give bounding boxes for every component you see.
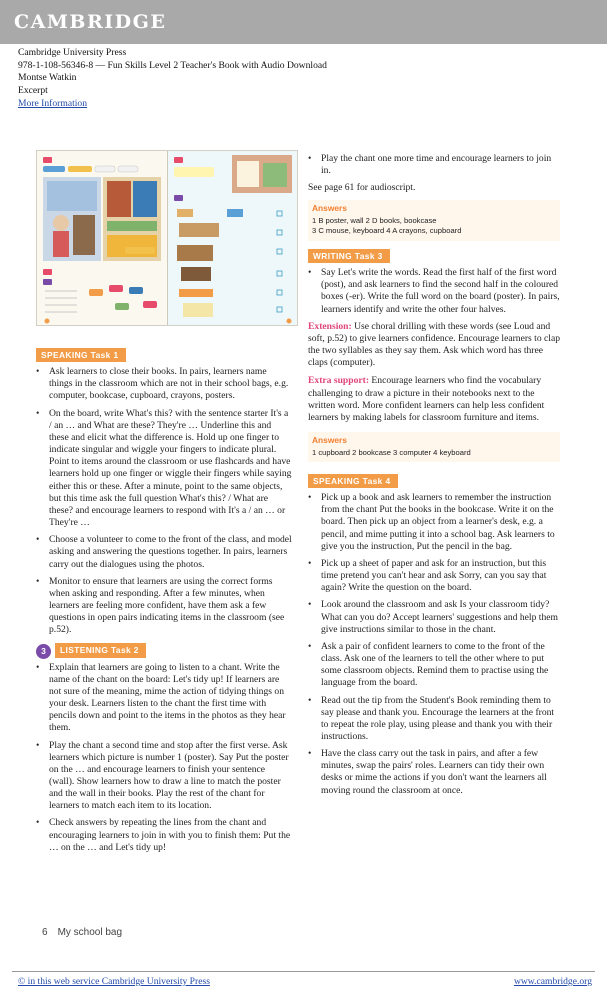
- footer-divider: [12, 971, 595, 972]
- answers-line: 1 cupboard 2 bookcase 3 computer 4 keyboard: [312, 447, 471, 457]
- left-column: [36, 346, 292, 859]
- answers-title: Answers: [312, 203, 347, 214]
- extension-text: Use choral drilling with these words (see Loud and soft, p.52) to give learners confidence. Encourage learners to clap the two syllables as they say them. Ask which word has three claps (computer).: [308, 320, 560, 369]
- header-bar: [0, 0, 607, 44]
- extra-support-label: Extra support:: [308, 375, 370, 387]
- excerpt-label: Excerpt: [18, 85, 48, 97]
- answers-title: Answers: [312, 435, 347, 445]
- speaking-task-4-tag: SPEAKING Task 4: [308, 474, 398, 488]
- list-item: • Check answers by repeating the lines from the chant and encouraging learners to join in with you to finish them: Put the … on the … and Let's tidy up!: [36, 817, 292, 853]
- list-item: • Ask learners to close their books. In pairs, learners name things in the classroom which are not in their school bags, e.g. computer, bookcase, cupboard, crayons, posters.: [36, 366, 292, 402]
- answers-box-2: [308, 432, 560, 462]
- list-item: • Monitor to ensure that learners are using the correct forms when asking and responding. After a few minutes, when learners are feeling more confident, have them ask a few questions in open pairs indicating items in the classroom (see p.52).: [36, 576, 292, 637]
- audioscript-reference: See page 61 for audioscript.: [308, 182, 416, 194]
- right-column: [308, 153, 560, 802]
- list-item: • Pick up a book and ask learners to remember the instruction from the chant Put the books in the bookcase. Write it on the board. Then pick up an object from a learner's desk, e.g. a pencil, and mime putting it into a school bag. Ask learners to give you the instruction, Put the pencil in the bag.: [308, 492, 560, 553]
- list-item: • Read out the tip from the Student's Book reminding them to say please and thank you. Encourage the learners at the front to repeat the role play, using please and thank you with their instructions.: [308, 695, 560, 744]
- more-information-link[interactable]: More Information: [18, 97, 88, 109]
- spread-illustration: [37, 151, 298, 326]
- publisher: Cambridge University Press: [18, 47, 127, 58]
- author: Montse Watkin: [18, 72, 77, 84]
- chant-list: [308, 153, 560, 177]
- extra-support-text: Encourage learners who find the vocabulary challenging to draw a picture in their notebooks next to the written word. More confident learners can help less confident learners by making labels for classroom furniture and items.: [308, 375, 545, 423]
- list-item: • Ask a pair of confident learners to come to the front of the class. Ask one of the learners to tell the other where to put some classroom objects. Remind them to practise using the language from the board.: [308, 641, 560, 690]
- book-metadata: [18, 47, 327, 111]
- list-item: • Pick up a sheet of paper and ask for an instruction, but this time pretend you can't hear and ask Sorry, can you say that again? Write the question on the board.: [308, 558, 560, 594]
- list-item: • Have the class carry out the task in pairs, and after a few minutes, swap the pairs' roles. Learners can tidy their own desks or mime the actions if you don't want the learners all moving round the classroom at once.: [308, 748, 560, 797]
- speaking-task-4-list: [308, 492, 560, 797]
- isbn-title: 978-1-108-56346-8 — Fun Skills Level 2 Teacher's Book with Audio Download: [18, 59, 327, 71]
- copyright-link[interactable]: © in this web service Cambridge University Press: [18, 976, 210, 987]
- extension-label: Extension:: [308, 320, 352, 332]
- page-footer: [42, 927, 122, 938]
- answers-line: 1 B poster, wall 2 D books, bookcase: [312, 215, 437, 225]
- list-item: • Choose a volunteer to come to the front of the class, and model asking and answering the questions together. In pairs, learners carry out the dialogues using the photos.: [36, 534, 292, 570]
- students-book-spread: [36, 150, 298, 326]
- listening-task-2-list: [36, 662, 292, 854]
- list-item: • Play the chant one more time and encourage learners to join in.: [308, 153, 560, 177]
- extra-support-note: [308, 375, 560, 424]
- listening-task-2-tag: LISTENING Task 2: [55, 643, 146, 657]
- answers-line: 3 C mouse, keyboard 4 A crayons, cupboard: [312, 226, 462, 236]
- speaking-task-1-tag: SPEAKING Task 1: [36, 348, 126, 362]
- page-number: 6: [42, 927, 48, 938]
- list-item: • Play the chant a second time and stop after the first verse. Ask learners which picture is number 1 (poster). Say Put the poster on the … and encourage learners to finish your sentence (wall). Show learners how to draw a line to match the poster and the wall in their books. Play the rest of the chant for learners to match each item to its location.: [36, 740, 292, 813]
- cambridge-logo: CAMBRIDGE: [14, 11, 167, 33]
- answers-box-1: [308, 200, 560, 241]
- list-item: • On the board, write What's this? with the sentence starter It's a / an … and What are these? They're … Underline this and these and elicit what the difference is. Hold up one finger to indicate singular and wiggle your fingers to indicate plural. Point to items around the classroom or use flashcards and have learners hold up one finger or wiggle their fingers while saying either this or these. After a minute, point to the same objects, but this time ask the full question What's this? / What are these? and encourage learners to respond with It's a / an … or They're …: [36, 408, 292, 530]
- list-item: • Explain that learners are going to listen to a chant. Write the name of the chant on the board: Let's tidy up! If learners are not sure of the meaning, mime the action of tidying things on your desk. Learners listen to the chant the first time with pencils down and point to the items in the photos as they hear them.: [36, 662, 292, 735]
- section-title: My school bag: [57, 927, 123, 938]
- list-item: • Say Let's write the words. Read the first half of the first word (post), and ask learners to find the second half in the coloured boxes (-er). Write the full word on the board (poster). In pairs, learners identify and write the other four halves.: [308, 267, 560, 316]
- writing-task-3-tag: WRITING Task 3: [308, 249, 390, 263]
- list-item: • Look around the classroom and ask Is your classroom tidy? What can you do? Accept learners' suggestions and help them give instructions similar to those in the chant.: [308, 599, 560, 635]
- cambridge-website-link[interactable]: www.cambridge.org: [513, 976, 592, 987]
- extension-note: [308, 321, 560, 370]
- writing-task-3-list: [308, 267, 560, 316]
- speaking-task-1-list: [36, 366, 292, 636]
- audio-track-badge: 3: [36, 644, 51, 659]
- listening-task-2-heading: [36, 641, 292, 661]
